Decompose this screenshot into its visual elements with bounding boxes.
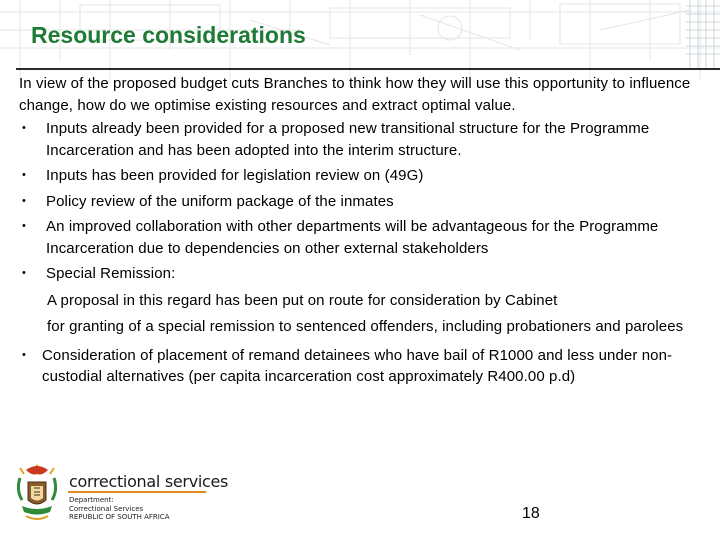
slide-body [19,73,709,388]
special-remission-detail: for granting of a special remission to sentenced offenders, including probationers and parolees [47,318,684,335]
brand-department [69,496,170,522]
title-underline [16,68,720,70]
special-remission-proposal: A proposal in this regard has been put on route for consideration by Cabinet [47,291,558,309]
bullet-item [19,216,709,259]
department-label: Department: [69,496,114,504]
bullet-item [19,263,709,338]
brand-underline [68,491,206,493]
bullet-item [19,118,709,161]
bullet-text: Special Remission: [46,265,176,282]
bullet-list [19,118,709,388]
bullet-text: Policy review of the uniform package of the inmates [46,192,394,210]
bullet-marker: • [22,122,26,134]
bullet-marker: • [22,194,26,207]
bullet-text: An improved collaboration with other departments will be advantageous for the Programme Incarceration due to dependencies on other external stakeholders [46,218,659,257]
bullet-text: Inputs already been provided for a proposed new transitional structure for the Programme Incarceration and has been adopted into the interim structure. [46,120,650,159]
department-logo [12,460,229,530]
bullet-item [19,165,709,187]
department-name: Correctional Services [69,504,144,513]
bullet-item [19,345,709,388]
country-name: REPUBLIC OF SOUTH AFRICA [69,513,170,521]
bullet-text: Consideration of placement of remand detainees who have bail of R1000 and less under non-custodial alternatives (per capita incarceration cost approximately R400.00 p.d) [42,346,673,385]
bullet-text: Inputs has been provided for legislation review on (49G) [46,167,424,184]
coat-of-arms-icon [12,460,62,526]
page-number: 18 [522,505,540,522]
slide-title: Resource considerations [31,22,306,48]
bullet-marker: • [22,348,26,361]
bullet-marker: • [22,267,26,279]
bullet-item [19,191,709,213]
bullet-marker: • [22,169,26,181]
intro-paragraph: In view of the proposed budget cuts Branches to think how they will use this opportunity to influence change, how do we optimise existing resources and extract optimal value. [19,75,691,114]
bullet-marker: • [22,220,26,232]
brand-name: correctional services [69,472,229,491]
